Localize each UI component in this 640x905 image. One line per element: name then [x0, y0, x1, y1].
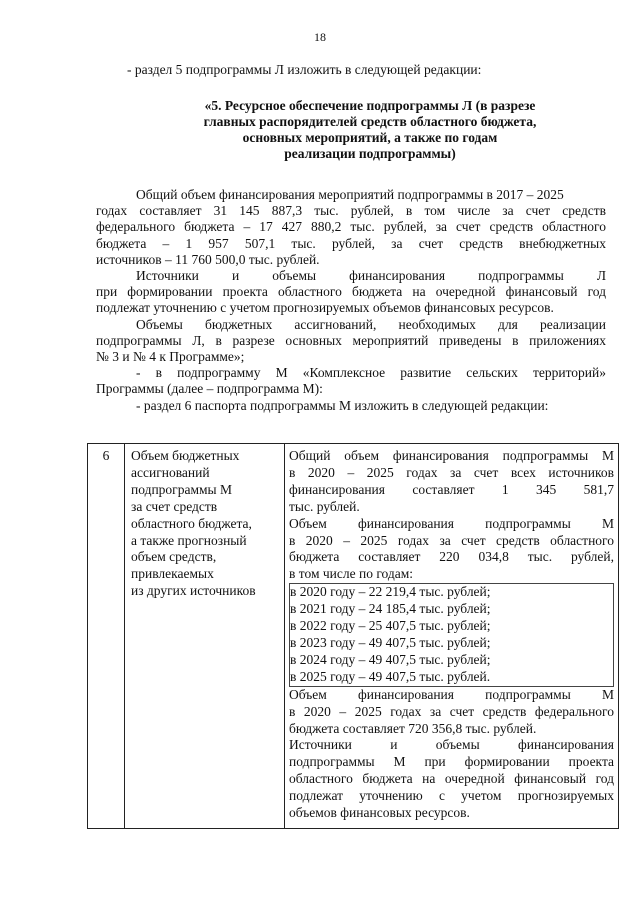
body-line: при формировании проекта областного бюджета на очередной финансовый год: [96, 284, 606, 300]
label-line: а также прогнозный: [131, 532, 247, 548]
row-number: 6: [88, 444, 125, 829]
body-line: Объемы бюджетных ассигнований, необходимых для реализации: [136, 316, 606, 332]
sources-line: подлежат уточнению с учетом прогнозируемых: [289, 788, 614, 804]
intro-paragraph: - раздел 5 подпрограммы Л изложить в следующей редакции:: [127, 62, 482, 77]
regional-line: в 2020 – 2025 годах за счет средств областного: [289, 532, 614, 548]
page-number: 18: [314, 30, 326, 44]
regional-line: бюджета составляет 220 034,8 тыс. рублей,: [289, 549, 614, 565]
federal-line: Объем финансирования подпрограммы М: [289, 686, 614, 702]
body-line: Источники и объемы финансирования подпрограммы Л: [136, 268, 606, 284]
total-line: Общий объем финансирования подпрограммы М: [289, 448, 614, 463]
label-line: подпрограммы М: [131, 481, 232, 497]
sources-line: объемов финансовых ресурсов.: [289, 805, 470, 821]
body-line: источников – 11 760 500,0 тыс. рублей.: [96, 251, 320, 267]
label-line: Объем бюджетных: [131, 448, 240, 463]
heading-line: реализации подпрограммы): [284, 146, 456, 161]
regional-line: Объем финансирования подпрограммы М: [289, 515, 614, 531]
body-line: № 3 и № 4 к Программе»;: [96, 349, 245, 365]
row-content: [285, 444, 619, 829]
regional-line: в том числе по годам:: [289, 566, 414, 582]
year-line: в 2024 году – 49 407,5 тыс. рублей;: [290, 651, 491, 667]
body-line: федерального бюджета – 17 427 880,2 тыс. рублей, за счет средств областного: [96, 219, 606, 235]
sources-line: подпрограммы М при формировании проекта: [289, 754, 614, 770]
body-line: Программы (далее – подпрограмма М):: [96, 381, 323, 397]
passport-table: [87, 443, 619, 829]
label-line: ассигнований: [131, 464, 210, 480]
year-line: в 2022 году – 25 407,5 тыс. рублей;: [290, 618, 491, 634]
total-line: тыс. рублей.: [289, 498, 360, 514]
year-line: в 2021 году – 24 185,4 тыс. рублей;: [290, 601, 491, 617]
table-row: [88, 444, 619, 829]
federal-line: бюджета составляет 720 356,8 тыс. рублей.: [289, 720, 537, 736]
heading-line: «5. Ресурсное обеспечение подпрограммы Л (в разрезе: [204, 98, 536, 113]
body-line: - раздел 6 паспорта подпрограммы М изложить в следующей редакции:: [136, 397, 549, 413]
year-line: в 2023 году – 49 407,5 тыс. рублей;: [290, 634, 491, 650]
label-line: привлекаемых: [131, 566, 214, 582]
body-line: подлежат уточнению с учетом прогнозируемых объемов финансовых ресурсов.: [96, 300, 554, 316]
year-line: в 2020 году – 22 219,4 тыс. рублей;: [290, 584, 491, 600]
body-line: - в подпрограмму М «Комплексное развитие сельских территорий»: [136, 365, 606, 381]
row-label: [125, 444, 285, 829]
label-line: объем средств,: [131, 549, 217, 565]
label-line: областного бюджета,: [131, 515, 252, 531]
total-line: в 2020 – 2025 годах за счет всех источников: [289, 464, 614, 480]
label-line: за счет средств: [131, 498, 218, 514]
body-text: [96, 187, 606, 414]
body-line: подпрограммы Л, в разрезе основных мероприятий приведены в приложениях: [96, 332, 606, 348]
heading-line: главных распорядителей средств областного бюджета,: [203, 114, 537, 129]
year-line: в 2025 году – 49 407,5 тыс. рублей.: [290, 668, 491, 684]
total-line: финансирования составляет 1 345 581,7: [289, 481, 614, 497]
label-line: из других источников: [131, 583, 256, 599]
sources-line: областного бюджета на очередной финансовый год: [289, 771, 614, 787]
body-line: Общий объем финансирования мероприятий подпрограммы в 2017 – 2025: [136, 187, 564, 202]
body-line: годах составляет 31 145 887,3 тыс. рублей, в том числе за счет средств: [96, 203, 606, 219]
body-line: бюджета – 1 957 507,1 тыс. рублей, за счет средств внебюджетных: [96, 235, 606, 251]
yearly-amounts: [289, 583, 614, 686]
section-heading: [150, 98, 590, 162]
sources-line: Источники и объемы финансирования: [289, 737, 614, 753]
heading-line: основных мероприятий, а также по годам: [242, 130, 498, 145]
federal-line: в 2020 – 2025 годах за счет средств федерального: [289, 703, 614, 719]
